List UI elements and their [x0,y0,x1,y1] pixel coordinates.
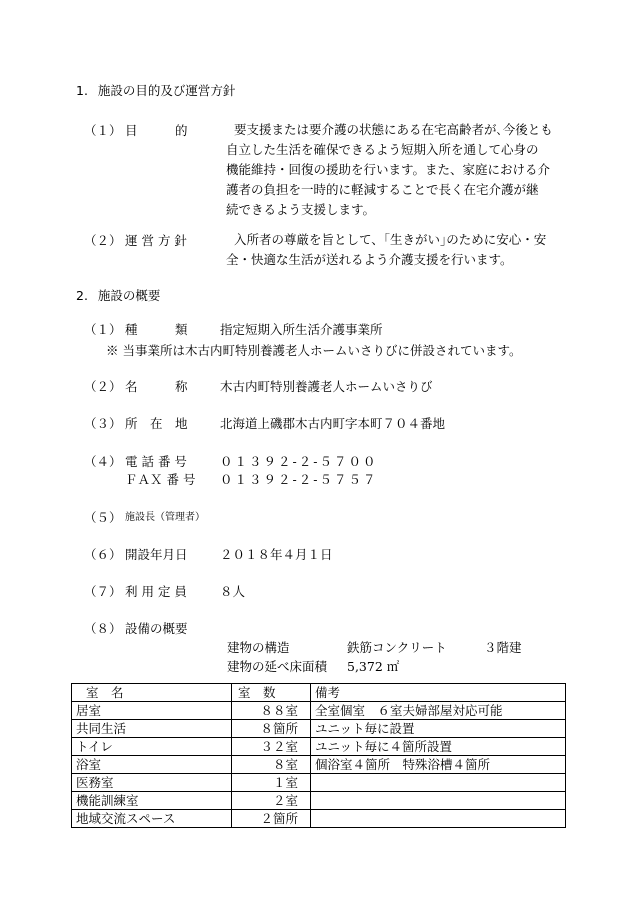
room-count: １室 [232,774,311,792]
room-count: ２室 [232,792,311,810]
purpose-line: 要支援または要介護の状態にある在宅高齢者が､今後とも [234,122,553,137]
floors-value: ３階建 [484,640,522,655]
room-remarks [311,774,566,792]
name-label: 名 称 [125,379,188,394]
type-label: 種 類 [125,322,188,337]
table-row [72,738,566,756]
purpose-line: 護者の負担を一時的に軽減することで長く在宅介護が継 [226,182,539,197]
header-room-count: 室 数 [232,684,311,702]
type-value: 指定短期入所生活介護事業所 [220,322,383,337]
header-room-name: 室 名 [72,684,232,702]
room-remarks: ユニット毎に設置 [311,720,566,738]
address-label: 所 在 地 [125,416,188,431]
structure-label: 建物の構造 [227,640,290,655]
header-remarks: 備考 [311,684,566,702]
policy-line: 全・快適な生活が送れるよう介護支援を行います。 [226,252,513,267]
table-row [72,756,566,774]
room-name: トイレ [72,738,232,756]
section-1-number: 1. [76,83,88,98]
purpose-line: 機能維持・回復の援助を行います。また、家庭における介 [226,162,551,177]
room-name: 医務室 [72,774,232,792]
capacity-number: （７） [84,584,122,599]
section-2-heading [76,286,160,305]
policy-line: 入所者の尊厳を旨として、｢生きがい｣のために安心・安 [234,232,547,247]
table-row [72,792,566,810]
opened-label: 開設年月日 [125,547,188,562]
room-remarks: ユニット毎に４箇所設置 [311,738,566,756]
room-name: 居室 [72,702,232,720]
name-value: 木古内町特別養護老人ホームいさりび [220,379,433,394]
policy-number: （２） [84,233,122,248]
annex-note: ※ 当事業所は木古内町特別養護老人ホームいさりびに併設されています。 [106,343,522,358]
table-row [72,720,566,738]
address-number: （３） [84,416,122,431]
table-row [72,774,566,792]
purpose-line: 自立した生活を確保できるよう短期入所を通して心身の [226,142,539,157]
capacity-value: ８人 [220,584,246,599]
tel-number: （４） [84,454,122,469]
purpose-label: 目 的 [125,123,188,138]
table-row [72,810,566,828]
director-number: （５） [84,510,122,525]
facilities-table [71,683,566,828]
section-1-heading [76,81,235,100]
section-2-number: 2. [76,288,88,303]
name-number: （２） [84,379,122,394]
section-2-title: 施設の概要 [97,288,161,303]
purpose-number: （１） [84,123,122,138]
section-1-title: 施設の目的及び運営方針 [97,83,236,98]
tel-label: 電 話 番 号 [125,454,187,469]
policy-label: 運 営 方 針 [125,233,187,248]
type-number: （１） [84,322,122,337]
room-count: ２箇所 [232,810,311,828]
capacity-label: 利 用 定 員 [125,584,187,599]
fax-label: ＦＡＸ 番 号 [125,472,196,487]
fax-value: ０１３９２-２-５７５７ [220,472,378,487]
address-value: 北海道上磯郡木古内町字本町７０４番地 [220,416,446,431]
floor-area-value: 5,372 ㎡ [347,659,400,674]
room-count: ８８室 [232,702,311,720]
floor-area-label: 建物の延べ床面積 [227,659,328,674]
director-label: 施設長（管理者） [125,512,205,523]
facilities-label: 設備の概要 [125,621,188,636]
room-name: 地域交流スペース [72,810,232,828]
room-remarks [311,792,566,810]
room-count: ８箇所 [232,720,311,738]
facilities-number: （８） [84,621,122,636]
room-remarks [311,810,566,828]
structure-value: 鉄筋コンクリート [347,640,447,655]
tel-value: ０１３９２-２-５７００ [220,454,378,469]
opened-value: ２０１８年４月１日 [220,547,333,562]
table-header-row [72,684,566,702]
room-name: 機能訓練室 [72,792,232,810]
room-count: ３２室 [232,738,311,756]
room-remarks: 個浴室４箇所 特殊浴槽４箇所 [311,756,566,774]
room-name: 共同生活 [72,720,232,738]
opened-number: （６） [84,547,122,562]
room-remarks: 全室個室 ６室夫婦部屋対応可能 [311,702,566,720]
table-row [72,702,566,720]
room-name: 浴室 [72,756,232,774]
purpose-line: 続できるよう支援します。 [226,202,376,217]
room-count: ８室 [232,756,311,774]
